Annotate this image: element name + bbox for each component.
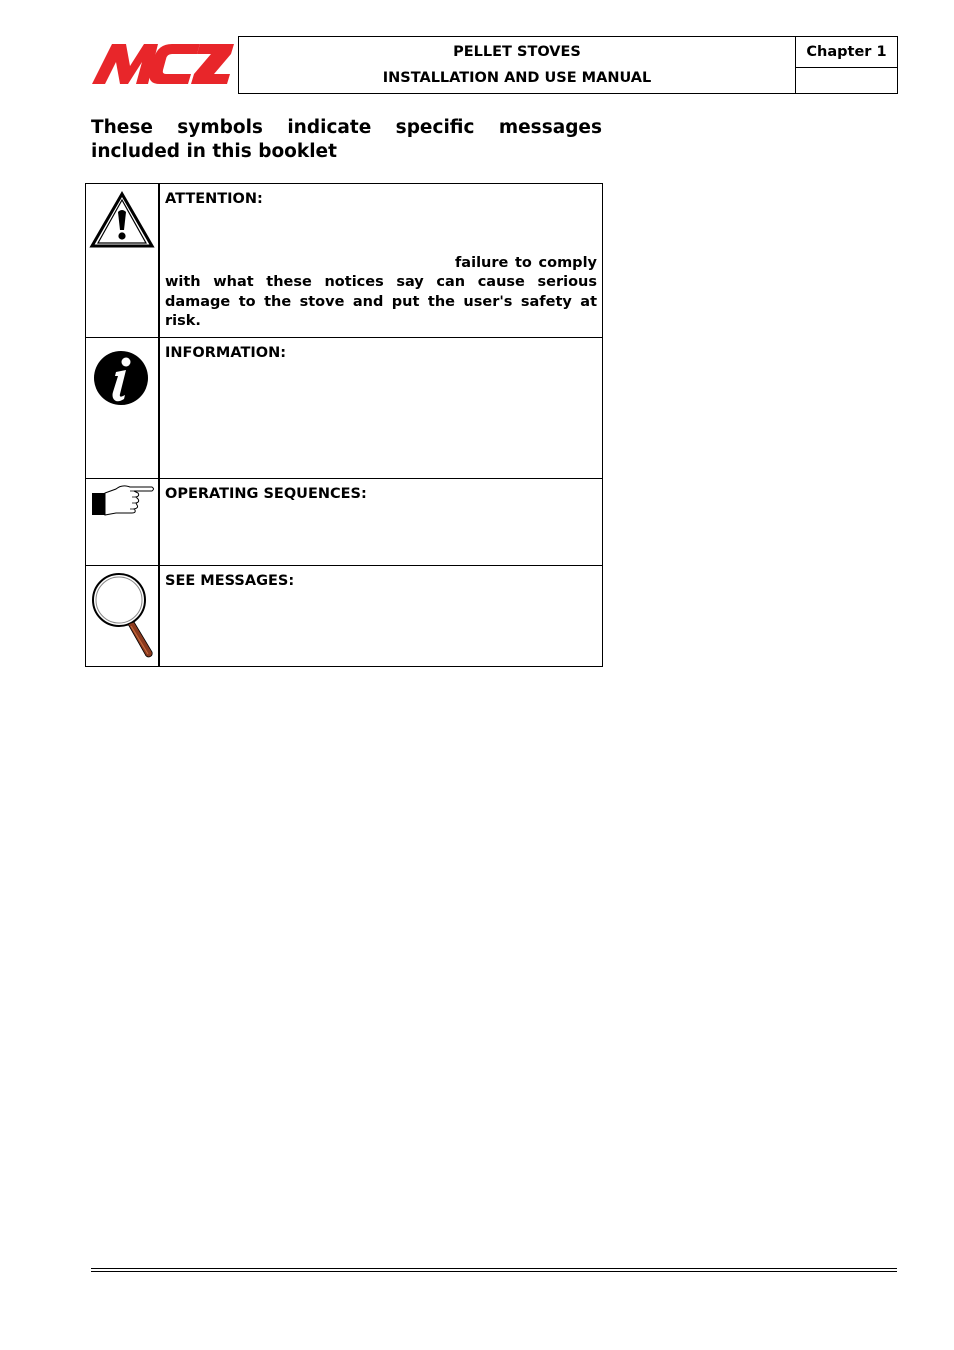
attention-body-text: failure to comply with what these notices say can cause serious damage to the stove and put the user's safety at risk. — [165, 254, 597, 329]
header-table — [238, 36, 898, 94]
magnifying-glass-icon — [86, 566, 158, 662]
mcz-logo — [92, 42, 234, 86]
attention-text — [165, 254, 597, 332]
see-messages-label: SEE MESSAGES: — [165, 573, 295, 589]
pointing-hand-icon — [86, 479, 158, 523]
chapter-empty-cell — [796, 68, 898, 94]
information-icon — [86, 338, 158, 418]
intro-heading: These symbols indicate specific messages included in this booklet — [91, 117, 602, 162]
symbols-table — [85, 183, 603, 667]
symbol-row-see-messages — [86, 566, 603, 667]
footer-rule-double — [91, 1271, 897, 1272]
header-title-line2: INSTALLATION AND USE MANUAL — [382, 70, 652, 86]
symbol-row-attention — [86, 184, 603, 338]
chapter-label: Chapter 1 — [796, 37, 898, 68]
header-title-cell — [239, 37, 796, 94]
operating-sequences-label: OPERATING SEQUENCES: — [165, 486, 367, 502]
header-title-line1: PELLET STOVES — [453, 44, 581, 60]
footer-rule — [91, 1268, 897, 1269]
symbol-row-information — [86, 338, 603, 479]
symbol-row-operating-sequences — [86, 479, 603, 566]
attention-label: ATTENTION: — [165, 191, 263, 207]
information-label: INFORMATION: — [165, 345, 286, 361]
warning-triangle-icon — [86, 184, 158, 254]
